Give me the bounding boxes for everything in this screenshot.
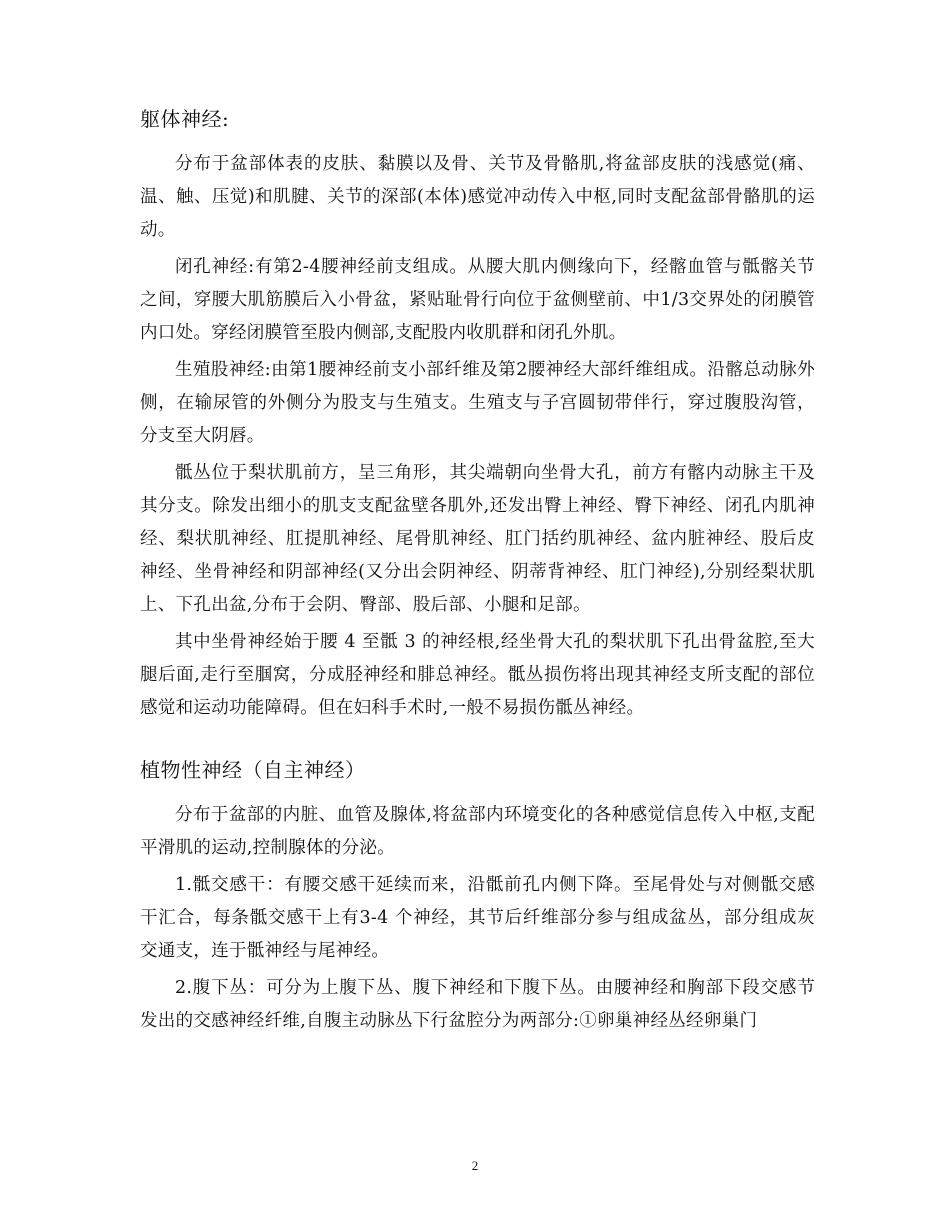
paragraph: 2.腹下丛：可分为上腹下丛、腹下神经和下腹下丛。由腰神经和胸部下段交感节发出的交感神经纤维,自腹主动脉丛下行盆腔分为两部分:①卵巢神经丛经卵巢门: [140, 978, 815, 1031]
paragraph: 生殖股神经:由第1腰神经前支小部纤维及第2腰神经大部纤维组成。沿髂总动脉外侧，在输尿管的外侧分为股支与生殖支。生殖支与子宫圆韧带伴行，穿过腹股沟管，分支至大阴唇。: [140, 360, 815, 446]
page-number: 2: [471, 1158, 479, 1173]
paragraph: 其中坐骨神经始于腰 4 至骶 3 的神经根,经坐骨大孔的梨状肌下孔出骨盆腔,至大腿后面,走行至腘窝，分成胫神经和腓总神经。骶丛损伤将出现其神经支所支配的部位感觉和运动功能障碍。但在妇科手术时,一般不易损伤骶丛神经。: [140, 632, 815, 718]
section-heading-autonomic-nerves: 植物性神经（自主神经）: [140, 758, 366, 782]
paragraph: 1.骶交感干：有腰交感干延续而来，沿骶前孔内侧下降。至尾骨处与对侧骶交感干汇合，每条骶交感干上有3-4 个神经，其节后纤维部分参与组成盆丛，部分组成灰交通支，连于骶神经与尾神经。: [140, 875, 815, 961]
paragraph: 分布于盆部的内脏、血管及腺体,将盆部内环境变化的各种感觉信息传入中枢,支配平滑肌的运动,控制腺体的分泌。: [140, 805, 815, 858]
paragraph: 分布于盆部体表的皮肤、黏膜以及骨、关节及骨骼肌,将盆部皮肤的浅感觉(痛、温、触、压觉)和肌腱、关节的深部(本体)感觉冲动传入中枢,同时支配盆部骨骼肌的运动。: [140, 154, 815, 240]
paragraph: 骶丛位于梨状肌前方，呈三角形，其尖端朝向坐骨大孔，前方有髂内动脉主干及其分支。除发出细小的肌支支配盆壁各肌外,还发出臀上神经、臀下神经、闭孔内肌神经、梨状肌神经、肛提肌神经、尾骨肌神经、肛门括约肌神经、盆内脏神经、股后皮神经、坐骨神经和阴部神经(又分出会阴神经、阴蒂背神经、肛门神经),分别经梨状肌上、下孔出盆,分布于会阴、臀部、股后部、小腿和足部。: [140, 463, 815, 615]
section-heading-somatic-nerves: 躯体神经:: [140, 107, 230, 131]
page-content: [140, 104, 815, 1042]
paragraph: 闭孔神经:有第2-4腰神经前支组成。从腰大肌内侧缘向下，经髂血管与骶髂关节之间，穿腰大肌筋膜后入小骨盆，紧贴耻骨行向位于盆侧壁前、中1/3交界处的闭膜管内口处。穿经闭膜管至股内侧部,支配股内收肌群和闭孔外肌。: [140, 257, 815, 343]
